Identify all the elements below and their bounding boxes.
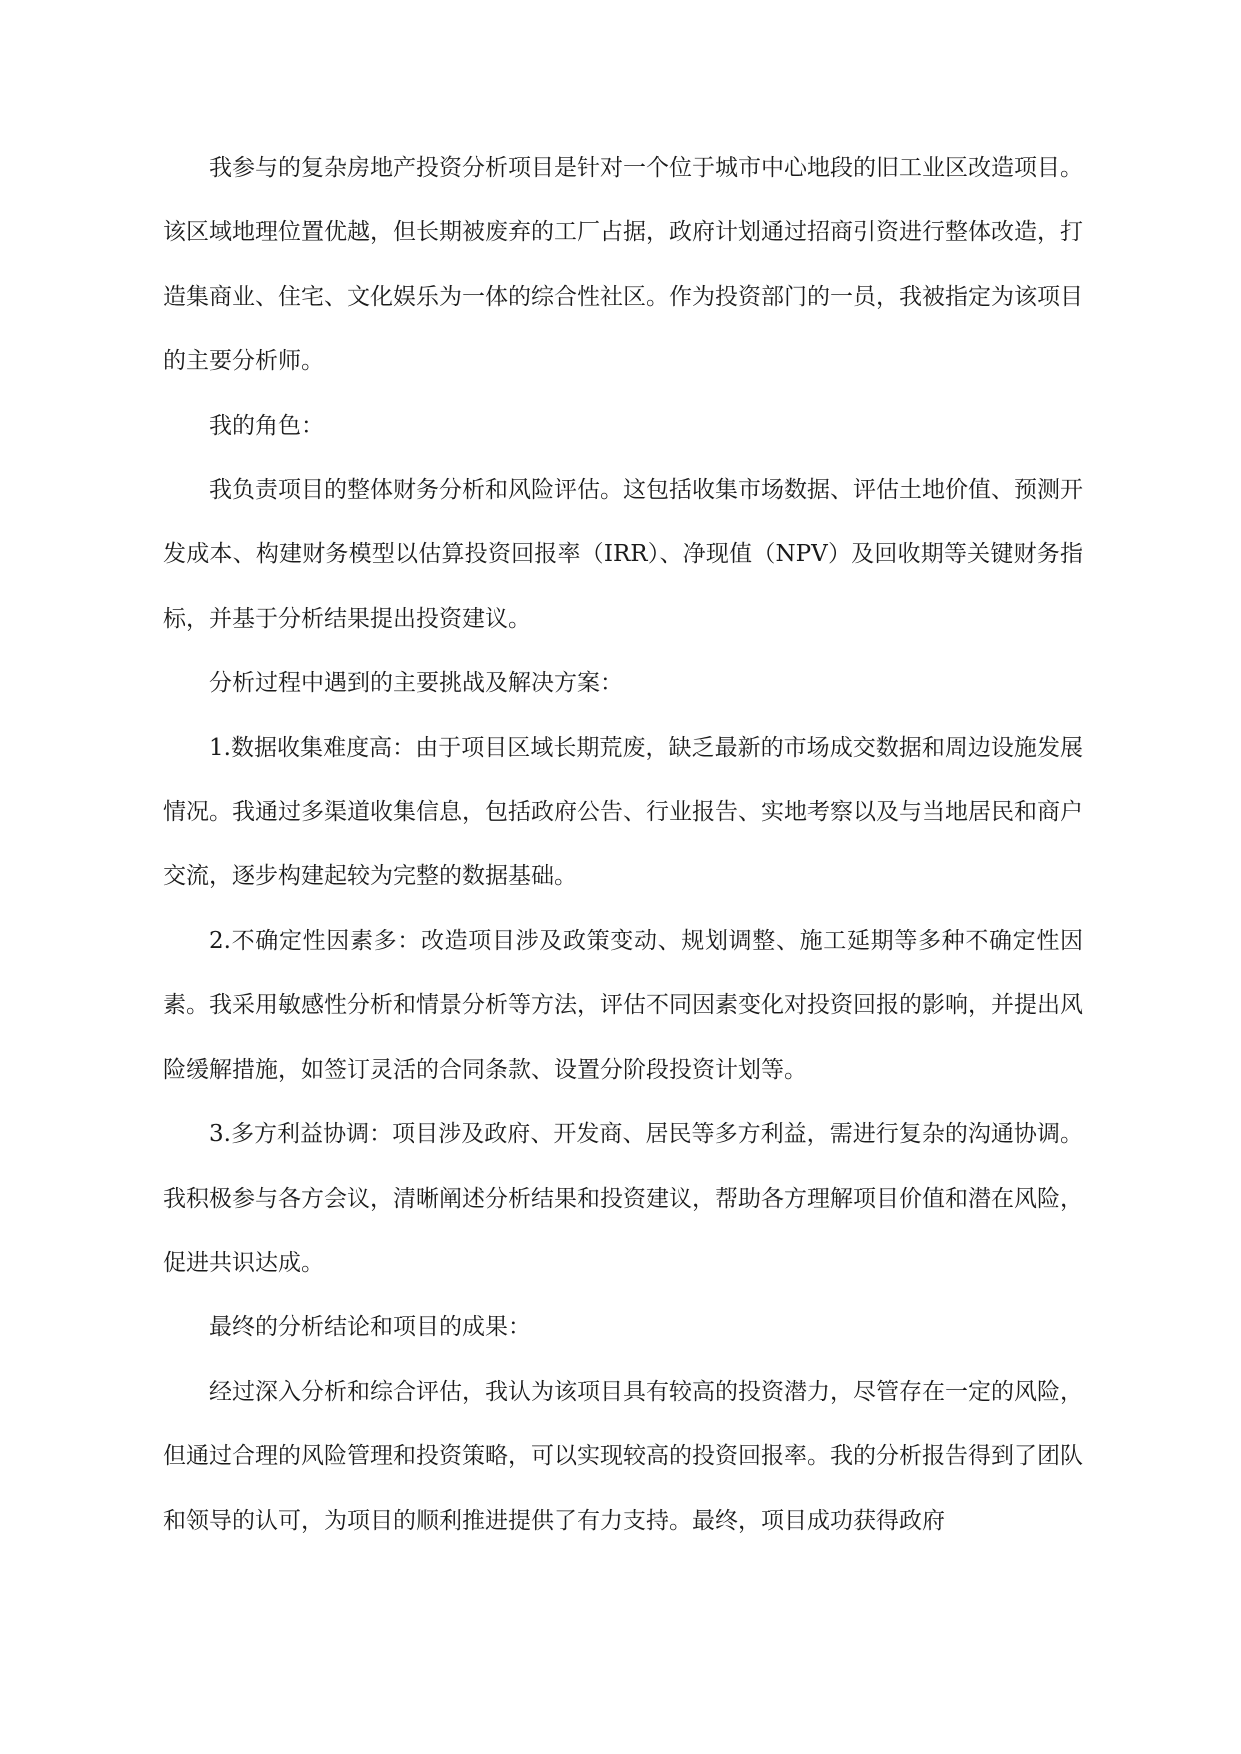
paragraph-challenges-heading: 分析过程中遇到的主要挑战及解决方案： bbox=[209, 670, 623, 697]
paragraph-challenge-3: 3.多方利益协调：项目涉及政府、开发商、居民等多方利益，需进行复杂的沟通协调。我积极参与各方会议，清晰阐述分析结果和投资建议，帮助各方理解项目价值和潜在风险，促进共识达成。 bbox=[163, 1121, 1083, 1276]
paragraph-intro: 我参与的复杂房地产投资分析项目是针对一个位于城市中心地段的旧工业区改造项目。该区域地理位置优越，但长期被废弃的工厂占据，政府计划通过招商引资进行整体改造，打造集商业、住宅、文化娱乐为一体的综合性社区。作为投资部门的一员，我被指定为该项目的主要分析师。 bbox=[163, 155, 1083, 375]
document-body bbox=[163, 136, 1083, 1553]
paragraph-role: 我负责项目的整体财务分析和风险评估。这包括收集市场数据、评估土地价值、预测开发成本、构建财务模型以估算投资回报率（IRR）、净现值（NPV）及回收期等关键财务指标，并基于分析结果提出投资建议。 bbox=[163, 477, 1083, 632]
paragraph-challenge-2: 2.不确定性因素多：改造项目涉及政策变动、规划调整、施工延期等多种不确定性因素。我采用敏感性分析和情景分析等方法，评估不同因素变化对投资回报的影响，并提出风险缓解措施，如签订灵活的合同条款、设置分阶段投资计划等。 bbox=[163, 927, 1083, 1083]
paragraph-challenge-1: 1.数据收集难度高：由于项目区域长期荒废，缺乏最新的市场成交数据和周边设施发展情况。我通过多渠道收集信息，包括政府公告、行业报告、实地考察以及与当地居民和商户交流，逐步构建起较为完整的数据基础。 bbox=[163, 734, 1083, 890]
paragraph-conclusion-heading: 最终的分析结论和项目的成果： bbox=[209, 1314, 531, 1341]
paragraph-role-heading: 我的角色： bbox=[209, 412, 324, 439]
paragraph-conclusion: 经过深入分析和综合评估，我认为该项目具有较高的投资潜力，尽管存在一定的风险，但通过合理的风险管理和投资策略，可以实现较高的投资回报率。我的分析报告得到了团队和领导的认可，为项目的顺利推进提供了有力支持。最终，项目成功获得政府 bbox=[163, 1378, 1083, 1534]
